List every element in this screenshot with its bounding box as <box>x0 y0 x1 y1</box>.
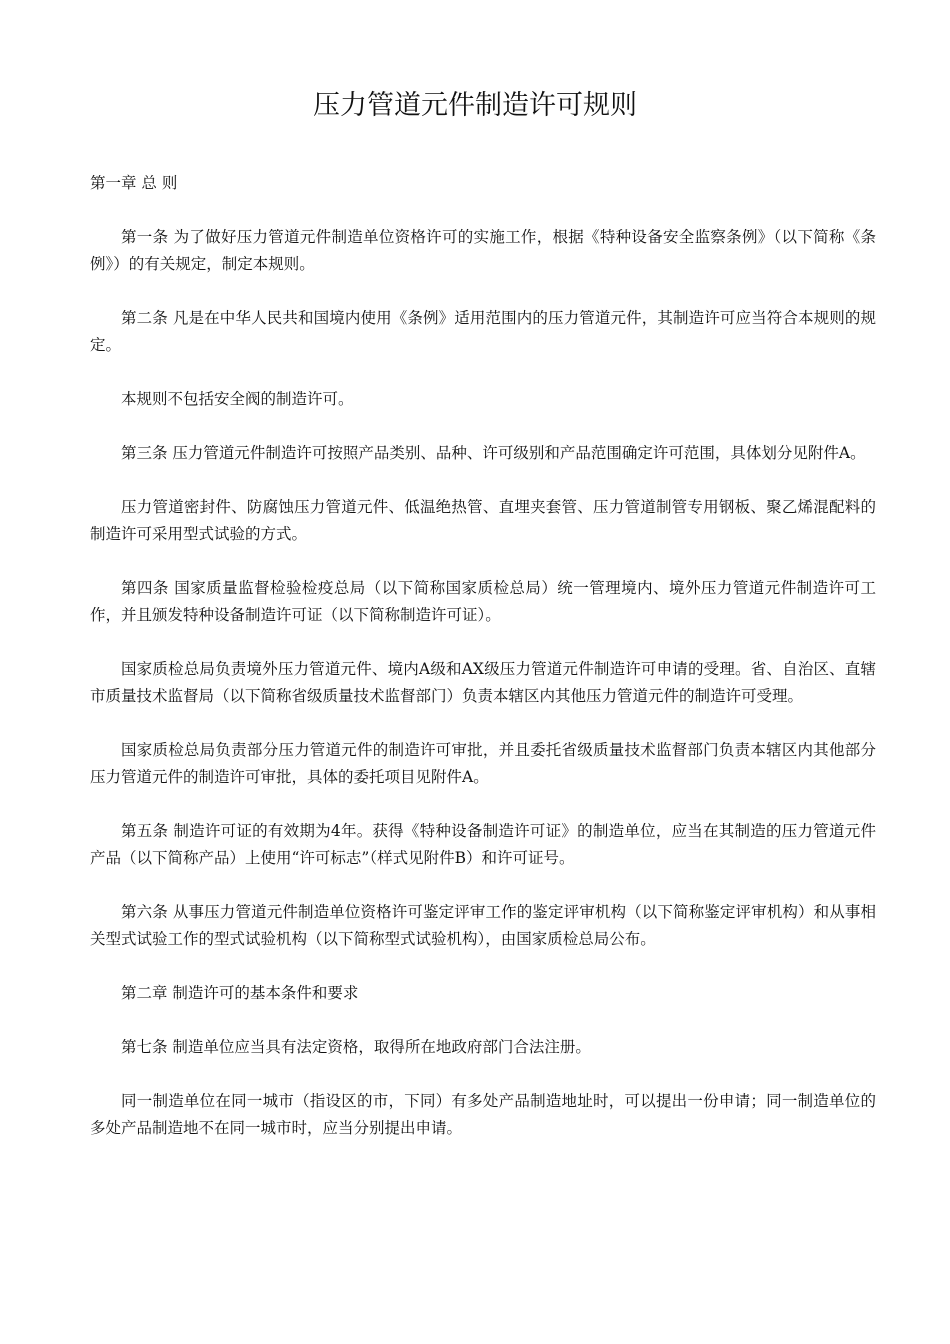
paragraph-safety-valve-exclusion: 本规则不包括安全阀的制造许可。 <box>121 390 354 408</box>
paragraph-multiple-sites: 同一制造单位在同一城市（指设区的市，下同）有多处产品制造地址时，可以提出一份申请；同一制造单位的多处产品制造地不在同一城市时，应当分别提出申请。 <box>90 1092 876 1137</box>
paragraph-article-5: 第五条 制造许可证的有效期为4年。获得《特种设备制造许可证》的制造单位，应当在其制造的压力管道元件产品（以下简称产品）上使用“许可标志”（样式见附件B）和许可证号。 <box>90 822 876 867</box>
paragraph-approval-authority: 国家质检总局负责部分压力管道元件的制造许可审批，并且委托省级质量技术监督部门负责本辖区内其他部分压力管道元件的制造许可审批，具体的委托项目见附件A。 <box>90 741 876 786</box>
chapter-heading-1: 第一章 总 则 <box>90 174 178 192</box>
paragraph-article-2: 第二条 凡是在中华人民共和国境内使用《条例》适用范围内的压力管道元件，其制造许可应当符合本规则的规定。 <box>90 309 876 354</box>
paragraph-article-6: 第六条 从事压力管道元件制造单位资格许可鉴定评审工作的鉴定评审机构（以下简称鉴定评审机构）和从事相关型式试验工作的型式试验机构（以下简称型式试验机构），由国家质检总局公布。 <box>90 903 876 948</box>
paragraph-article-3: 第三条 压力管道元件制造许可按照产品类别、品种、许可级别和产品范围确定许可范围，具体划分见附件A。 <box>121 444 866 462</box>
paragraph-article-4: 第四条 国家质量监督检验检疫总局（以下简称国家质检总局）统一管理境内、境外压力管道元件制造许可工作，并且颁发特种设备制造许可证（以下简称制造许可证）。 <box>90 579 876 624</box>
document-body <box>90 170 876 1169</box>
paragraph-acceptance-authority: 国家质检总局负责境外压力管道元件、境内A级和AX级压力管道元件制造许可申请的受理。省、自治区、直辖市质量技术监督局（以下简称省级质量技术监督部门）负责本辖区内其他压力管道元件的制造许可受理。 <box>90 660 876 705</box>
paragraph-article-7: 第七条 制造单位应当具有法定资格，取得所在地政府部门合法注册。 <box>121 1038 591 1056</box>
document-title: 压力管道元件制造许可规则 <box>313 90 637 121</box>
paragraph-type-test-scope: 压力管道密封件、防腐蚀压力管道元件、低温绝热管、直埋夹套管、压力管道制管专用钢板、聚乙烯混配料的制造许可采用型式试验的方式。 <box>90 498 876 543</box>
paragraph-article-1: 第一条 为了做好压力管道元件制造单位资格许可的实施工作，根据《特种设备安全监察条例》（以下简称《条例》）的有关规定，制定本规则。 <box>90 228 876 273</box>
chapter-heading-2: 第二章 制造许可的基本条件和要求 <box>121 984 359 1002</box>
